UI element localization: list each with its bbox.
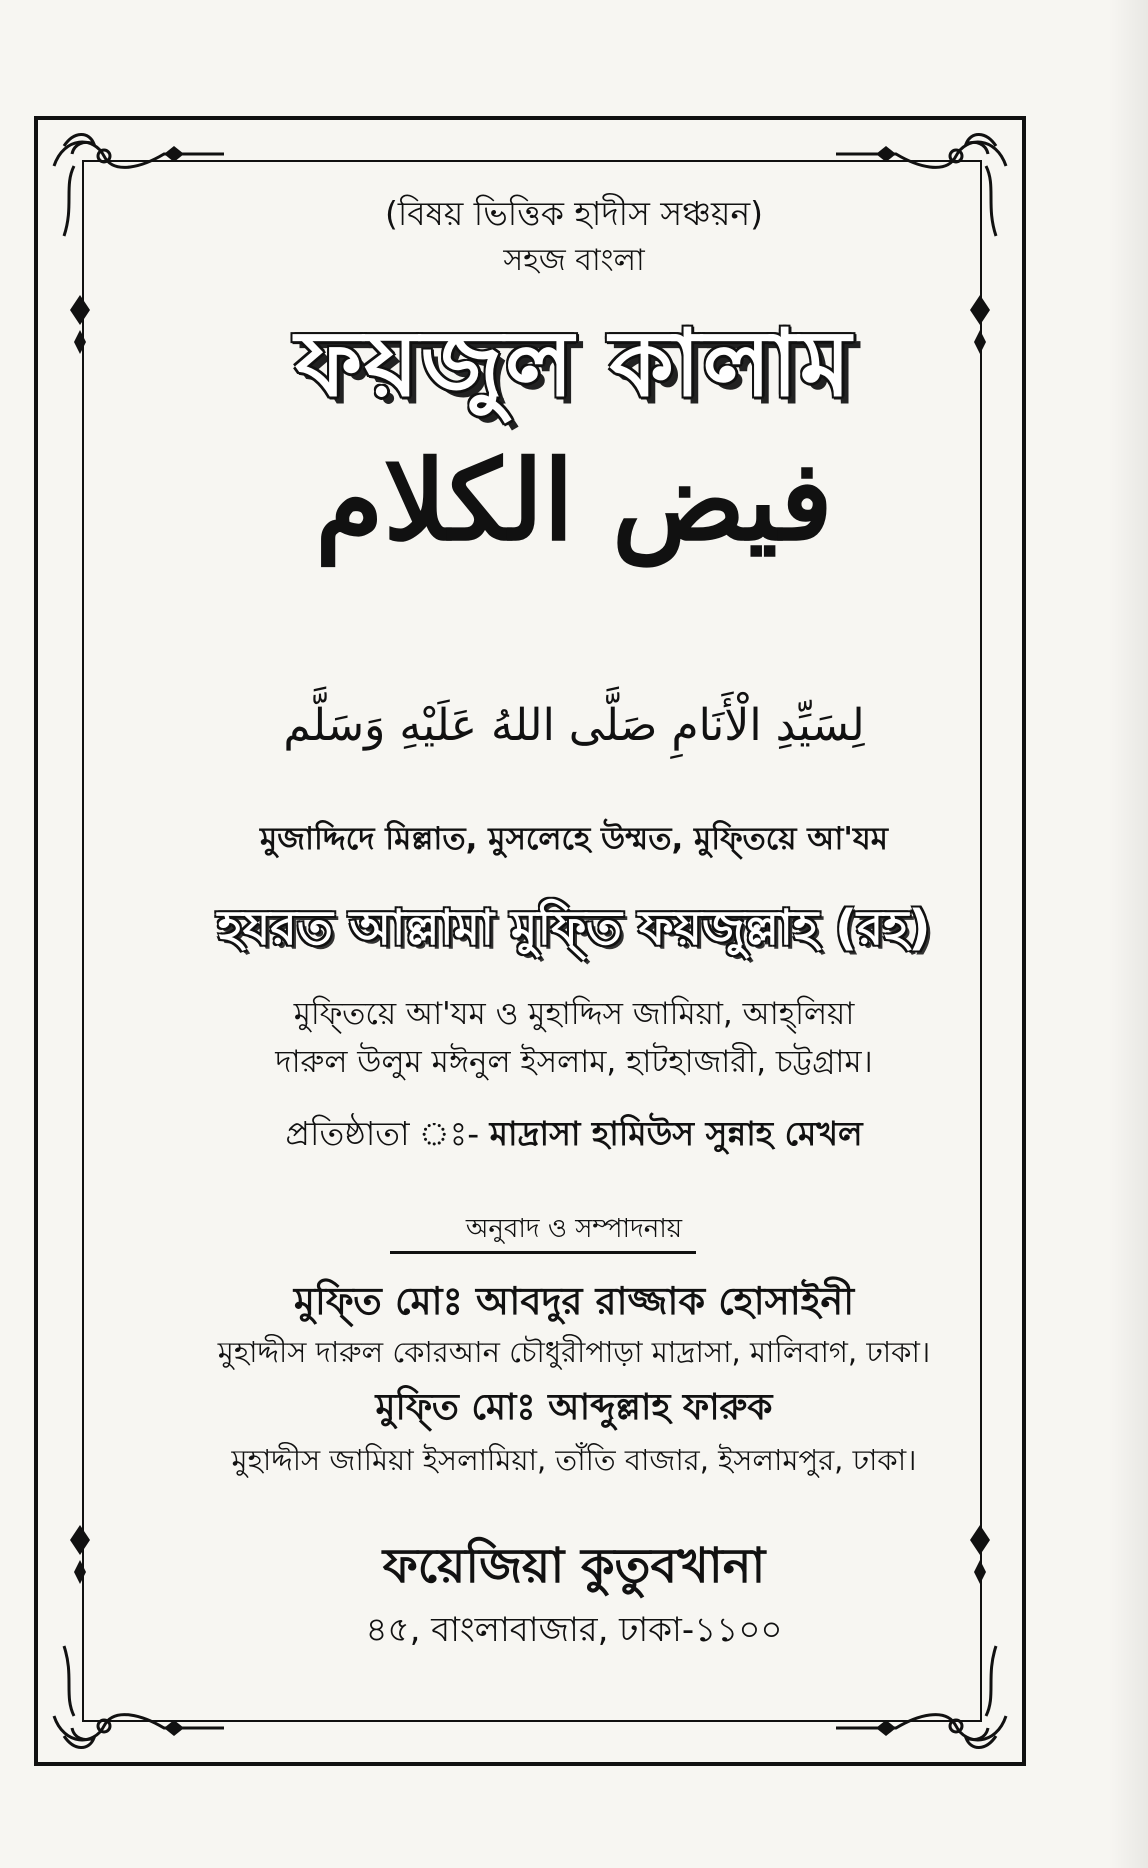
translator-position-1: মুহাদ্দীস দারুল কোরআন চৌধুরীপাড়া মাদ্রাসা, মালিবাগ, ঢাকা। bbox=[217, 1335, 931, 1369]
translator-position-2: মুহাদ্দীস জামিয়া ইসলামিয়া, তাঁতি বাজার, ইসলামপুর, ঢাকা। bbox=[231, 1443, 917, 1477]
arabic-dedication: لِسَيِّدِ الْأَنَامِ صَلَّى اللهُ عَلَيْهِ وَسَلَّم bbox=[283, 700, 865, 751]
author-honorifics: মুজাদ্দিদে মিল্লাত, মুসলেহে উম্মত, মুফ্তিয়ে আ'যম bbox=[260, 821, 888, 857]
founder-institution: মাদ্রাসা হামিউস সুন্নাহ মেখল bbox=[489, 1114, 863, 1153]
founder-label: প্রতিষ্ঠাতা ঃ- bbox=[285, 1114, 480, 1153]
book-title: ফয়জুল কালাম bbox=[295, 310, 853, 417]
author-position-line2: দারুল উলুম মঈনুল ইসলাম, হাটহাজারী, চট্টগ্রাম। bbox=[275, 1044, 873, 1080]
author-position-line1: মুফ্তিয়ে আ'যম ও মুহাদ্দিস জামিয়া, আহ্‌লিয়া bbox=[293, 996, 855, 1032]
book-subtitle: (বিষয় ভিত্তিক হাদীস সঞ্চয়ন) bbox=[384, 194, 764, 233]
translation-underline bbox=[390, 1251, 696, 1254]
author-name: হযরত আল্লামা মুফ্তি ফয়জুল্লাহ (রহ) bbox=[217, 900, 931, 956]
translator-name-2: মুফ্তি মোঃ আব্দুল্লাহ ফারুক bbox=[375, 1387, 773, 1428]
arabic-title-calligraphy: فيض الكلام bbox=[315, 436, 833, 565]
publisher-address: ৪৫, বাংলাবাজার, ঢাকা-১১০০ bbox=[365, 1610, 783, 1650]
language-note: সহজ বাংলা bbox=[503, 243, 645, 278]
translator-name-1: মুফ্তি মোঃ আবদুর রাজ্জাক হোসাইনী bbox=[293, 1279, 855, 1323]
translation-label: অনুবাদ ও সম্পাদনায় bbox=[465, 1214, 683, 1244]
founder-line bbox=[0, 1108, 1148, 1164]
publisher-name: ফয়েজিয়া কুতুবখানা bbox=[382, 1538, 766, 1594]
